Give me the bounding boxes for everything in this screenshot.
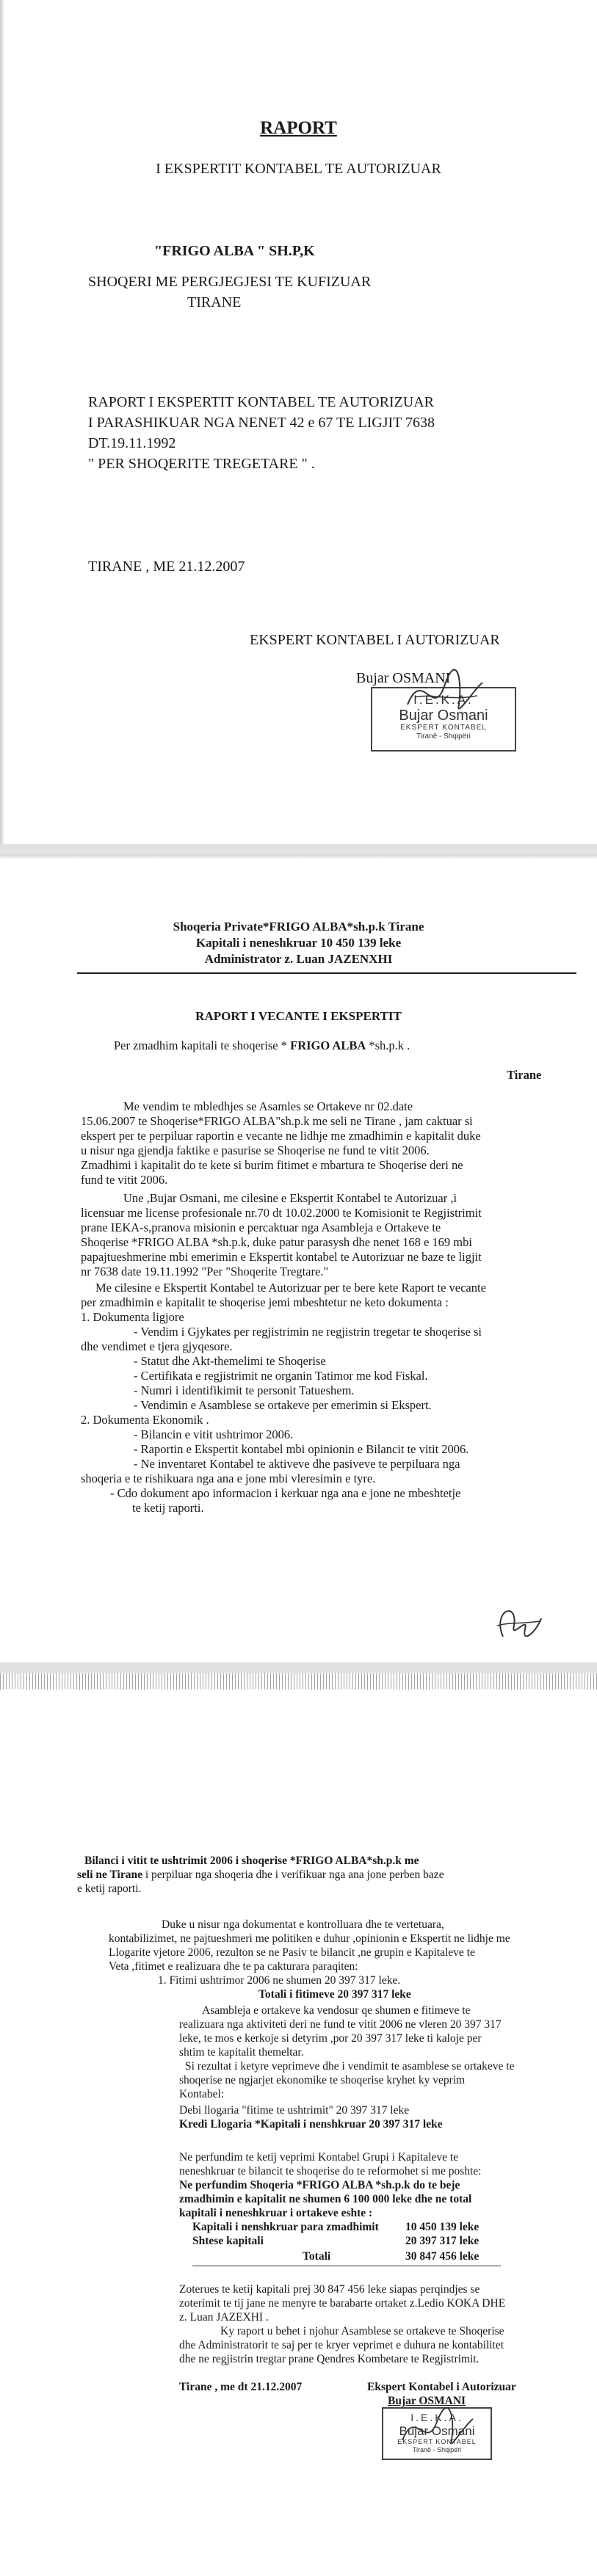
- stamp-line: Tiranë - Shqipëri: [412, 2446, 462, 2453]
- body-line: 15.06.2007 te Shoqerise*FRIGO ALBA"sh.p.k me seli ne Tirane , jam caktuar si: [81, 1114, 473, 1128]
- body-line: Asambleja e ortakeve ka vendosur qe shumen e fitimeve te: [202, 2004, 471, 2017]
- stamp-line: I.E.K.A.: [413, 693, 474, 707]
- header-line: Administrator z. Luan JAZENXHI: [204, 952, 393, 966]
- stamp-line: Bujar Osmani: [399, 707, 488, 724]
- header-line: Shoqeria Private*FRIGO ALBA*sh.p.k Tirane: [173, 920, 424, 934]
- list-item: - Statut dhe Akt-themelimi te Shoqerise: [134, 1354, 326, 1368]
- report-line: RAPORT I EKSPERTIT KONTABEL TE AUTORIZUAR: [88, 394, 435, 410]
- intro-suffix: *sh.p.k .: [366, 1038, 410, 1052]
- binding-strip: [0, 1673, 597, 1689]
- place-date: Tirane , me dt 21.12.2007: [179, 2381, 303, 2393]
- initials-scribble: [488, 1596, 547, 1648]
- body-line: kontabilizimet, ne pajtueshmeri me politiken e duhur ,opinionin e Ekspertit ne lidhje me: [109, 1932, 510, 1945]
- heading-line: [77, 1868, 444, 1882]
- body-line: Llogarite vjetore 2006, rezulton se ne Pasiv te bilancit ,ne grupin e Kapitaleve te: [109, 1946, 475, 1959]
- capital-row-value: 30 847 456 leke: [405, 2250, 480, 2263]
- body-line: neneshkruar te bilancit te shoqerise do te reformohet si me poshte:: [179, 2165, 482, 2177]
- stamp-line: EKSPERT KONTABEL: [400, 724, 487, 732]
- debit-entry: Debi llogaria "fitime te ushtrimit" 20 397 317 leke: [179, 2104, 410, 2117]
- city-label: Tirane: [507, 1068, 542, 1082]
- body-line: Si rezultat i ketyre veprimeve dhe i vendimit te asamblese se ortakeve te: [185, 2060, 515, 2073]
- capital-row-label: Shtese kapitali: [192, 2235, 264, 2247]
- body-line: Zmadhimi i kapitalit do te kete si burim fitimet e mbartura te Shoqerise deri ne: [81, 1158, 463, 1172]
- report-line: DT.19.11.1992: [88, 435, 176, 451]
- conclusion-line: zmadhimin e kapitalit ne shumen 6 100 000 leke dhe ne total: [179, 2193, 472, 2205]
- capital-row-value: 10 450 139 leke: [405, 2221, 480, 2233]
- header-rule: [77, 972, 576, 974]
- list-item: - Numri i identifikimit te personit Tatueshem.: [134, 1383, 355, 1397]
- report-line: I PARASHIKUAR NGA NENET 42 e 67 TE LIGJIT 7638: [88, 415, 435, 431]
- body-line: prane IEKA-s,pranova misionin e percaktuar nga Asambleja e Ortakeve te: [81, 1220, 441, 1234]
- page-shadow: [0, 855, 597, 859]
- capital-row-label: Totali: [303, 2250, 331, 2263]
- list-item: shoqeria e te rishikuara nga ana e jone mbi vleresimin e tyre.: [81, 1471, 376, 1485]
- total-profit-line: Totali i fitimeve 20 397 317 leke: [258, 1988, 411, 2001]
- body-line: Me vendim te mbledhjes se Asamles se Ortakeve nr 02.date: [123, 1099, 413, 1113]
- list-item: - Raportin e Ekspertit kontabel mbi opinionin e Bilancit te vitit 2006.: [134, 1442, 469, 1456]
- stamp-line: Bujar Osmani: [399, 2424, 475, 2438]
- list-item: te ketij raporti.: [132, 1501, 204, 1515]
- page-gap: [0, 1662, 597, 1673]
- body-line: Une ,Bujar Osmani, me cilesine e Ekspertit Kontabel te Autorizuar ,i: [123, 1191, 457, 1205]
- body-line: papajtueshmerine mbi emerimin e Ekspertit kontabel te Autorizuar ne baze te ligjit: [81, 1250, 482, 1264]
- place-date: TIRANE , ME 21.12.2007: [88, 559, 245, 575]
- body-line: Kontabel:: [179, 2088, 225, 2100]
- body-line: Veta ,fitimet e realizuara dhe te pa cakturara paraqiten:: [109, 1960, 358, 1973]
- report-line: " PER SHOQERITE TREGETARE " .: [88, 456, 315, 472]
- company-name: "FRIGO ALBA " SH.P,K: [154, 243, 315, 259]
- body-line: Shoqerise *FRIGO ALBA *sh.p.k, duke patur parasysh dhe nenet 168 e 169 mbi: [81, 1235, 472, 1249]
- body-line: nr 7638 date 19.11.1992 "Per "Shoqerite Tregtare.": [81, 1265, 329, 1278]
- signatory-name: Bujar OSMANI: [388, 2395, 466, 2407]
- page-gap: [0, 844, 597, 855]
- section-title: RAPORT I VECANTE I EKSPERTIT: [195, 1009, 402, 1023]
- conclusion-line: Ne perfundim Shoqeria *FRIGO ALBA *sh.p.k do te beje: [179, 2179, 460, 2191]
- stamp-line: I.E.K.A.: [410, 2412, 463, 2423]
- signatory-title: EKSPERT KONTABEL I AUTORIZUAR: [250, 632, 500, 648]
- list-item: - Certifikata e regjistrimit ne organin Tatimor me kod Fiskal.: [134, 1369, 428, 1383]
- body-line: per zmadhimin e kapitalit te shoqerise jemi mbeshtetur ne keto dokumenta :: [81, 1295, 449, 1309]
- document-page-1: [0, 0, 597, 844]
- signature-scribble: [400, 661, 488, 727]
- body-line: Zoterues te ketij kapitali prej 30 847 456 leke siapas perqindjes se: [179, 2283, 480, 2296]
- header-line: Kapitali i neneshkruar 10 450 139 leke: [195, 936, 402, 950]
- list-heading: 1. Dokumenta ligjore: [81, 1310, 184, 1324]
- credit-entry: Kredi Llogaria *Kapitali i nenshkruar 20 397 317 leke: [179, 2118, 443, 2131]
- body-line: ekspert per te perpiluar raportin e vecante ne lidhje me zmadhimin e kapitalit duke: [81, 1129, 481, 1143]
- body-line: shoqerise ne ngjarjet ekonomike te shoqerise kryhet ky veprim: [179, 2074, 466, 2086]
- body-line: Ne perfundim te ketij veprimi Kontabel Grupi i Kapitaleve te: [179, 2151, 459, 2164]
- signature-scribble: [397, 2400, 477, 2459]
- list-heading: 2. Dokumenta Ekonomik .: [81, 1413, 209, 1427]
- list-item: - Vendimin e Asamblese se ortakeve per emerimin si Ekspert.: [134, 1398, 432, 1412]
- heading-text: i perpiluar nga shoqeria dhe i verifikuar nga ana jone perben baze: [142, 1869, 444, 1881]
- body-line: Duke u nisur nga dokumentat e kontrolluara dhe te vertetuara,: [162, 1918, 444, 1931]
- capital-row-value: 20 397 317 leke: [405, 2235, 480, 2247]
- profit-line: 1. Fitimi ushtrimor 2006 ne shumen 20 397 317 leke.: [158, 1974, 401, 1987]
- body-line: dhe ne regjistrin tregtar prane Qendres Kombetare te Regjistrimit.: [179, 2353, 480, 2365]
- body-line: shtim te kapitalit themeltar.: [179, 2046, 304, 2059]
- list-item: dhe vendimet e tjera gjyqesore.: [81, 1339, 233, 1353]
- stamp-line: EKSPERT KONTABEL: [397, 2438, 477, 2445]
- heading-line: [84, 1854, 419, 1868]
- list-item: - Cdo dokument apo informacion i kerkuar nga ana e jone ne mbeshtetje: [110, 1486, 461, 1500]
- body-line: dhe Administratorit te saj per te kryer veprimet e duhura ne kontabilitet: [179, 2339, 504, 2351]
- body-line: zoterimit te tij jane ne menyre te barabarte ortaket z.Ledio KOKA DHE: [179, 2297, 506, 2310]
- body-line: fund te vitit 2006.: [81, 1173, 168, 1187]
- body-line: z. Luan JAZEXHI .: [179, 2311, 269, 2324]
- document-page-2: [0, 855, 597, 1662]
- list-item: - Vendim i Gjykates per regjistrimin ne regjistrin tregetar te shoqerise si: [134, 1325, 482, 1339]
- signatory-title: Ekspert Kontabel i Autorizuar: [367, 2381, 516, 2393]
- body-line: licensuar me license profesionale nr.70 dt 10.02.2000 te Komisionit te Regjistrimit: [81, 1206, 482, 1220]
- body-line: leke, te mos e kerkoje si detyrim ,por 20 397 317 leke ti kaloje per: [179, 2032, 482, 2045]
- list-item: - Ne inventaret Kontabel te aktiveve dhe pasiveve te perpiluara nga: [134, 1457, 460, 1471]
- body-line: Me cilesine e Ekspertit Kontabel te Autorizuar per te bere kete Raport te vecante: [95, 1281, 486, 1295]
- body-line: u nisur nga gjendja faktike e pasurise se Shoqerise ne fund te vitit 2006.: [81, 1143, 430, 1157]
- intro-company: FRIGO ALBA: [290, 1038, 366, 1052]
- report-subtitle: I EKSPERTIT KONTABEL TE AUTORIZUAR: [156, 161, 441, 177]
- intro-prefix: Per zmadhim kapitali te shoqerise *: [114, 1038, 291, 1052]
- body-line: realizuara nga aktiviteti deri ne fund te vitit 2006 ne vleren 20 397 317: [179, 2018, 502, 2031]
- stamp-line: Tiranë - Shqipëri: [416, 732, 471, 741]
- capital-row-label: Kapitali i nenshkruar para zmadhimit: [192, 2221, 379, 2233]
- heading-bold: Bilanci i vitit te ushtrimit 2006 i shoqerise *FRIGO ALBA*sh.p.k me: [84, 1855, 419, 1867]
- list-item: - Bilancin e vitit ushtrimor 2006.: [134, 1427, 294, 1441]
- heading-bold: seli ne Tirane: [77, 1869, 142, 1881]
- conclusion-line: kapitali i neneshkruar i ortakeve eshte :: [179, 2207, 373, 2219]
- document-page-3: [0, 1673, 597, 2576]
- intro-line: [114, 1038, 410, 1053]
- report-title: RAPORT: [260, 118, 337, 138]
- body-line: Ky raport u behet i njohur Asamblese se ortakeve te Shoqerise: [220, 2325, 504, 2337]
- company-city: TIRANE: [187, 294, 242, 310]
- heading-line: e ketij raporti.: [77, 1882, 142, 1895]
- company-type: SHOQERI ME PERGJEGJESI TE KUFIZUAR: [88, 274, 372, 290]
- signatory-name: Bujar OSMANI: [356, 670, 451, 686]
